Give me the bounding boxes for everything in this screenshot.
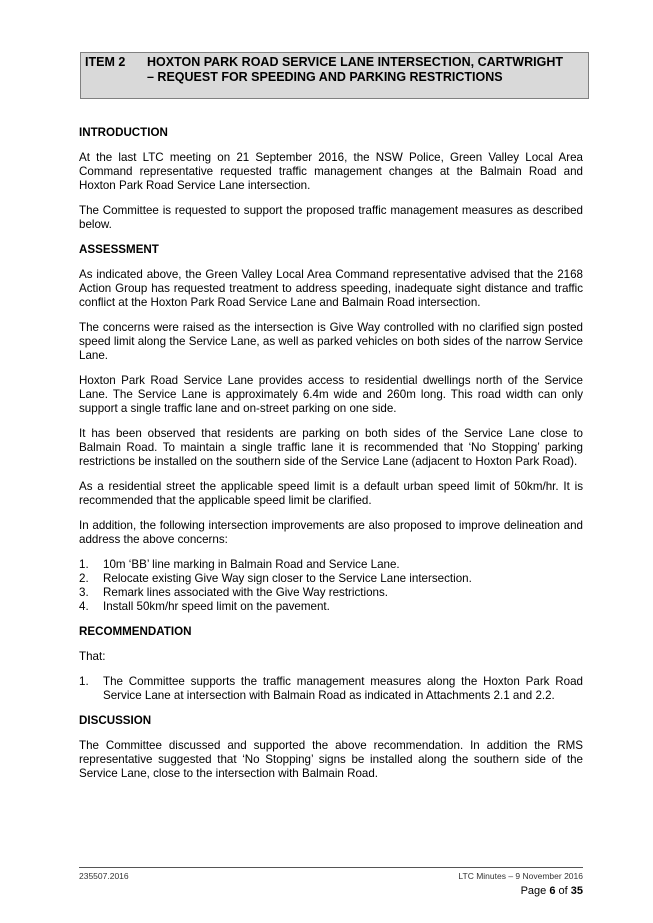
assessment-paragraph-2: The concerns were raised as the intersection is Give Way controlled with no clarified sign posted speed limit along the Service Lane, as well as parked vehicles on both sides of the narrow Service Lane.: [79, 321, 583, 362]
list-item: [79, 572, 583, 586]
list-item-number: 3.: [79, 586, 89, 599]
improvements-list: [79, 558, 583, 614]
list-item: [79, 600, 583, 614]
document-body: [79, 126, 583, 792]
list-item-text: Remark lines associated with the Give Way restrictions.: [103, 586, 389, 599]
footer-minutes-title: LTC Minutes – 9 November 2016: [458, 871, 583, 881]
list-item: [79, 558, 583, 572]
page-total: 35: [570, 885, 583, 897]
list-item-number: 1.: [79, 675, 89, 688]
assessment-paragraph-4: It has been observed that residents are parking on both sides of the Service Lane close to Balmain Road. To maintain a single traffic lane it is recommended that ‘No Stopping’ parking restrictions be installed on the southern side of the Service Lane (adjacent to Hoxton Park Road).: [79, 427, 583, 468]
discussion-paragraph-1: The Committee discussed and supported the above recommendation. In addition the RMS representative suggested that ‘No Stopping’ signs be installed along the southern side of the Service Lane, close to the intersection with Balmain Road.: [79, 739, 583, 780]
assessment-paragraph-6: In addition, the following intersection improvements are also proposed to improve delineation and address the above concerns:: [79, 519, 583, 546]
page-current: 6: [549, 885, 556, 897]
introduction-paragraph-1: At the last LTC meeting on 21 September 2016, the NSW Police, Green Valley Local Area Command representative requested traffic management changes at the Balmain Road and Hoxton Park Road Service Lane intersection.: [79, 151, 583, 192]
list-item-text: 10m ‘BB’ line marking in Balmain Road and Service Lane.: [103, 558, 400, 571]
assessment-heading: ASSESSMENT: [79, 243, 159, 256]
introduction-heading: INTRODUCTION: [79, 126, 168, 139]
recommendation-that: That:: [79, 650, 106, 663]
list-item-text: The Committee supports the traffic management measures along the Hoxton Park Road Service Lane at intersection with Balmain Road as indicated in Attachments 2.1 and 2.2.: [103, 675, 583, 702]
introduction-paragraph-2: The Committee is requested to support the proposed traffic management measures as described below.: [79, 204, 583, 231]
recommendation-heading: RECOMMENDATION: [79, 625, 192, 638]
assessment-paragraph-5: As a residential street the applicable speed limit is a default urban speed limit of 50km/hr. It is recommended that the applicable speed limit be clarified.: [79, 480, 583, 507]
list-item: [79, 586, 583, 600]
list-item-number: 2.: [79, 572, 89, 585]
item-label: ITEM 2: [85, 55, 126, 69]
footer-doc-ref: 235507.2016: [79, 871, 129, 881]
item-title: HOXTON PARK ROAD SERVICE LANE INTERSECTION, CARTWRIGHT – REQUEST FOR SPEEDING AND PARKING RESTRICTIONS: [147, 55, 563, 84]
page-prefix: Page: [520, 885, 550, 897]
assessment-paragraph-1: As indicated above, the Green Valley Local Area Command representative advised that the 2168 Action Group has requested treatment to address speeding, inadequate sight distance and traffic conflict at the Hoxton Park Road Service Lane and Balmain Road intersection.: [79, 268, 583, 309]
list-item: [79, 675, 583, 703]
list-item-number: 1.: [79, 558, 89, 571]
assessment-paragraph-3: Hoxton Park Road Service Lane provides access to residential dwellings north of the Service Lane. The Service Lane is approximately 6.4m wide and 260m long. This road width can only support a single traffic lane and on-street parking on one side.: [79, 374, 583, 415]
list-item-text: Relocate existing Give Way sign closer to the Service Lane intersection.: [103, 572, 472, 585]
recommendation-list: [79, 675, 583, 703]
list-item-number: 4.: [79, 600, 89, 613]
list-item-text: Install 50km/hr speed limit on the pavement.: [103, 600, 330, 613]
discussion-heading: DISCUSSION: [79, 714, 152, 727]
footer-divider: [79, 867, 583, 868]
page-of: of: [555, 885, 571, 897]
page-number: [380, 885, 583, 897]
item-header-box: [80, 52, 589, 99]
